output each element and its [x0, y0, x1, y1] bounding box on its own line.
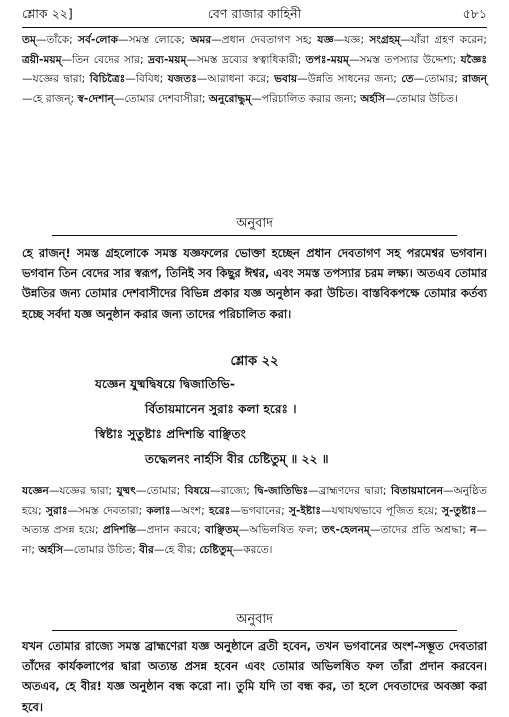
page-number: ৫৮১ — [462, 6, 487, 21]
synonym-meaning: —অভিলষিত ফল; — [238, 524, 322, 537]
synonym-meaning: —তোমার উচিত; — [63, 543, 140, 556]
synonym-word: যজ্ঞেন — [22, 485, 49, 497]
translation-heading: অনুবাদ — [236, 216, 273, 231]
synonym-meaning: —তাদের প্রতি অশ্রদ্ধা; — [369, 524, 471, 537]
synonym-meaning: —উন্নতি সাধনের জন্য; — [297, 73, 402, 86]
synonym-word: রাজন্ — [462, 73, 487, 86]
synonym-word: চেষ্টিতুম্ — [199, 543, 233, 556]
synonym-meaning: —অংশ; — [170, 504, 210, 517]
synonym-meaning: —তোমার; — [413, 73, 463, 86]
synonyms — [22, 482, 487, 560]
synonym-meaning: —পরিচালিত করার জন্য; — [251, 92, 361, 105]
synonym-word: সর্ব-লোক — [78, 34, 119, 46]
synonym-meaning: —তোমার; — [135, 485, 185, 497]
synonym-meaning: —সমস্ত লোকে; — [118, 34, 191, 46]
synonym-word: যজ্ঞৈঃ — [460, 53, 487, 66]
synonym-word: বীর — [139, 543, 154, 556]
synonym-meaning: —ভগবানের; — [230, 504, 290, 517]
synonym-meaning: —অত্যন্ত প্রসন্ন হয়ে; — [22, 504, 487, 537]
synonym-word: কলাঃ — [146, 504, 171, 517]
synonym-meaning: —প্রদান করবে; — [136, 524, 205, 537]
translation-rule — [52, 235, 457, 236]
synonym-word: বাঞ্ছিতম্ — [204, 524, 239, 537]
header-rule — [22, 27, 487, 28]
synonym-meaning: —রাজ্যে; — [209, 485, 255, 497]
synonym-meaning: —যজ্ঞের দ্বারা; — [22, 73, 90, 86]
synonym-word: ভবায় — [274, 73, 298, 86]
synonym-meaning: —তিন বেদের সার; — [61, 53, 148, 66]
verse-line-1: যজ্ঞেন যুষ্মদ্বিষয়ে দ্বিজাতিভি- — [95, 377, 235, 391]
synonym-word: দ্বি-জাতিভিঃ — [254, 485, 309, 497]
synonym-word: হরেঃ — [209, 504, 231, 517]
synonym-word: যজ্ঞ — [317, 34, 334, 46]
synonym-word: সু-তুষ্টাঃ — [441, 504, 477, 517]
synonym-meaning: —করতে। — [232, 543, 273, 556]
synonym-meaning: —যজ্ঞের দ্বারা; — [48, 485, 117, 497]
synonym-word: দ্রব্য-ময়ম্ — [147, 53, 187, 66]
synonym-meaning: —তোমার উচিত। — [384, 92, 458, 105]
synonym-meaning: —বিবিধ; — [125, 73, 168, 86]
synonym-word: অর্হসি — [360, 92, 385, 105]
synonym-word: যজতঃ — [167, 73, 197, 86]
translation-rule-2-wrap — [22, 630, 487, 631]
synonym-meaning: —তাঁকে; — [35, 34, 79, 46]
synonym-meaning: —যাঁরা গ্রহণ করেন; — [400, 34, 487, 46]
synonym-meaning: —ব্রাহ্মণদের দ্বারা; — [308, 485, 391, 497]
synonym-meaning: —তোমার দেশবাসীরা; — [113, 92, 209, 105]
translation-heading: অনুবাদ — [236, 612, 273, 627]
translation-text-2: যখন তোমার রাজ্যে সমস্ত ব্রাহ্মণেরা যজ্ঞ অনুষ্ঠানে ব্রতী হবেন, তখন ভগবানের অংশ-সম্ভূত দেবতারা তাঁদের কার্যকলাপের দ্বারা অত্যন্ত প্রসন্ন হবেন এবং তোমার অভিলষিত ফল তাঁরা প্রদান করবেন। অতএব, হে বীর! যজ্ঞ অনুষ্ঠান বন্ধ করো না। তুমি যদি তা বন্ধ কর, তা হলে দেবতাদের অবজ্ঞা করা হবে। — [22, 639, 487, 714]
synonym-word: অনুরোদ্ধুম্ — [208, 92, 252, 105]
verse-line-4: তদ্ধেলনং নার্হসি বীর চেষ্টিতুম্ ॥ ২২ ॥ — [145, 452, 329, 466]
synonym-word: সু-ইষ্টাঃ — [289, 504, 322, 517]
translation-rule-1-wrap — [22, 235, 487, 236]
synonym-word: বিচিত্রৈঃ — [89, 73, 126, 86]
synonym-word: ত্রয়ী-ময়ম্ — [22, 53, 62, 66]
synonym-meaning: —আরাধনা করে; — [196, 73, 275, 86]
translation-heading-1-wrap — [22, 214, 487, 234]
synonym-word: প্রদিশন্তি — [102, 524, 136, 537]
translation-rule — [52, 630, 457, 631]
synonym-meaning: —সমস্ত দ্রব্যের স্বত্বাধিকারী; — [186, 53, 306, 66]
synonym-word: তে — [401, 73, 414, 86]
synonym-meaning: —হে বীর; — [153, 543, 200, 556]
synonym-word: সংগ্রহম্ — [369, 34, 401, 46]
verse-line-3: স্বিষ্টাঃ সুতুষ্টাঃ প্রদিশন্তি বাঞ্ছিতং — [95, 427, 246, 441]
translation-heading-2-wrap — [22, 610, 487, 630]
verse-heading: শ্লোক ২২ — [230, 354, 279, 369]
synonym-word: স্ব-দেশান্ — [77, 92, 114, 105]
synonyms-previous — [22, 31, 487, 109]
synonym-word: বিষয়ে — [184, 485, 210, 497]
synonym-word: সুরাঃ — [45, 504, 68, 517]
synonym-word: তপঃ-ময়ম্ — [305, 53, 349, 66]
chapter-title: বেণ রাজার কাহিনী — [207, 6, 302, 21]
synonym-meaning: —সমস্ত দেবতারা; — [67, 504, 147, 517]
synonym-word: অমর — [190, 34, 212, 46]
synonym-word: অর্হসি — [38, 543, 64, 556]
synonym-word: বিতায়মানেন — [390, 485, 444, 497]
verse-line-2: র্বিতায়মানেন সুরাঃ কলা হরেঃ । — [145, 402, 297, 416]
synonym-word: তম্ — [22, 34, 36, 46]
synonym-meaning: —যজ্ঞ; — [333, 34, 370, 46]
synonym-meaning: —অনুষ্ঠিত হয়ে; — [22, 485, 487, 517]
synonym-word: ন — [470, 524, 477, 537]
translation-text-1: হে রাজন্! সমস্ত গ্রহলোকে সমস্ত যজ্ঞফলের ভোক্তা হচ্ছেন প্রধান দেবতাগণ সহ পরমেশ্বর ভগবান। ভগবান তিন বেদের সার স্বরূপ, তিনিই সব কিছুর ঈশ্বর, এবং সমস্ত তপস্যার চরম লক্ষ্য। অতএব তোমার উন্নতির জন্য তোমার দেশবাসীদের বিভিন্ন প্রকার যজ্ঞ অনুষ্ঠান করা উচিত। বাস্তবিকপক্ষে তোমার কর্তব্য হচ্ছে সর্বদা যজ্ঞ অনুষ্ঠান করার জন্য তাদের পরিচালিত করা। — [22, 246, 487, 321]
synonym-meaning: —না; — [22, 524, 487, 556]
synonym-meaning: —সমস্ত তপস্যার উদ্দেশ্য; — [348, 53, 461, 66]
synonym-meaning: —প্রধান দেবতাগণ সহ; — [211, 34, 318, 46]
synonym-word: যুষ্মৎ — [116, 485, 136, 497]
synonym-meaning: —যথাযথভাবে পূজিত হয়ে; — [321, 504, 442, 517]
verse-reference: শ্লোক ২২] — [22, 6, 73, 21]
synonym-meaning: —হে রাজন্; — [22, 92, 78, 105]
synonym-word: তৎ-হেলনম্ — [321, 524, 370, 537]
verse-heading-wrap — [22, 352, 487, 372]
running-header — [22, 6, 487, 28]
